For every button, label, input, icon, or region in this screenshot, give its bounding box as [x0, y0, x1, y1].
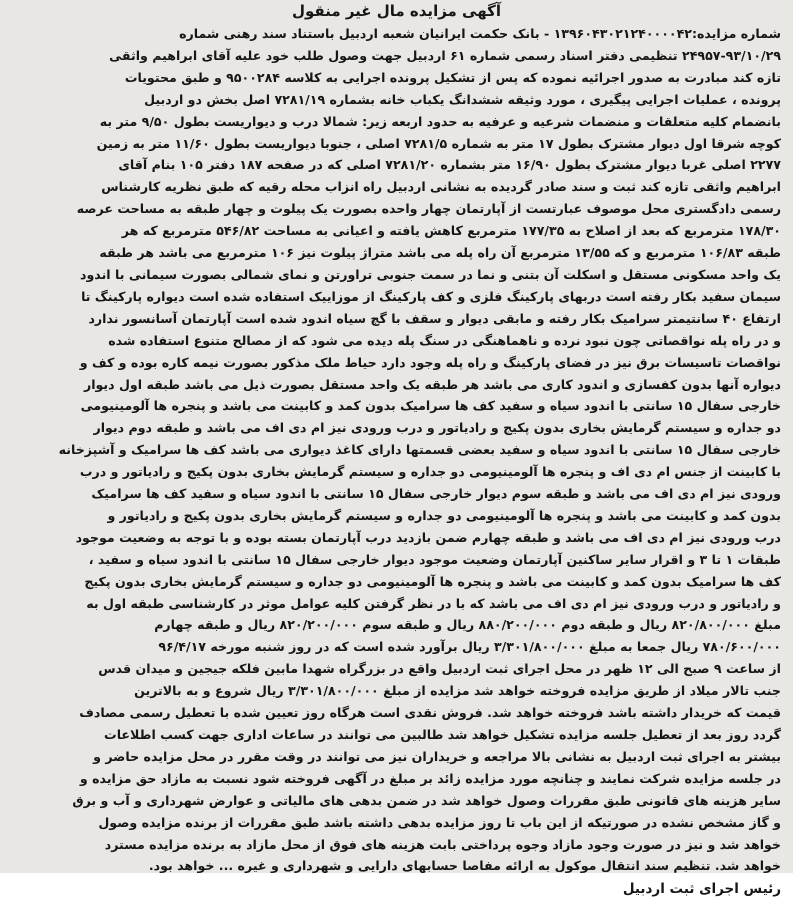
notice-line: دو جداره و سیستم گرمایش بخاری بدون پکیج و رادیاتور و درب ورودی نیز ام دی اف می باشد و طبقه دوم دیوار	[93, 420, 781, 436]
notice-line: نواقصات تاسیسات برق نیز در فضای پارکینگ و راه پله وجود دارد حیاط ملک مذکور بصورت نیمه کاره بوده و کف و	[79, 354, 781, 370]
notice-line: ۲۲۷۷ اصلی غربا دیوار مشترک بطول ۱۶/۹۰ متر بشماره ۷۲۸۱/۲۰ اصلی که در صفحه ۱۸۷ دفتر ۱۰۵ بنام آقای	[118, 157, 781, 173]
notice-line: ۲۴۹۵۷-۹۳/۱۰/۲۹ تنظیمی دفتر اسناد رسمی شماره ۶۱ اردبیل جهت وصول طلب خود علیه آقای ابراهیم واثقی	[109, 47, 781, 63]
notice-line: و رادیاتور و درب ورودی نیز ام دی اف می باشد که با در نظر گرفتن کلیه عوامل موثر در کارشناسی طبقه اول به	[86, 595, 781, 611]
notice-line: خواهد شد و نیز در صورت وجود مازاد وجوه پرداختی بابت هزینه های فوق از محل مازاد به برنده مزایده مسترد	[104, 836, 781, 852]
notice-line: خارجی سفال ۱۵ سانتی با اندود سیاه و سفید کف ها سرامیک بدون کمد و کابینت می باشد و پنجره ها آلومینیومی	[80, 398, 781, 414]
notice-line: رسمی دادگستری محل موصوف عبارتست از آپارتمان چهار واحده بصورت یک پیلوت و چهار طبقه به مساحت عرصه	[76, 201, 781, 217]
notice-line: دیواره آنها بدون کفسازی و اندود کاری می باشد هر طبقه یک واحد مستقل بصورت ذیل می باشد طبقه اول دیوار	[83, 376, 781, 392]
notice-line: ابراهیم واثقی تازه کند ثبت و سند صادر گردیده به نشانی اردبیل راه انزاب محله رقیه که طبق نظریه کارشناس	[101, 179, 781, 195]
notice-line: ۱۷۸/۳۰ مترمربع که بعد از اصلاح به ۱۷۷/۳۵ مترمربع کاهش یافته و اعیانی به مساحت ۵۴۶/۸۲ مترمربع که هر	[121, 223, 781, 239]
notice-line: ارتفاع ۴۰ سانتیمتر سرامیک بکار رفته و مابقی دیوار و سقف با گچ سیاه اندود شده است آپارتمان آسانسور ندارد	[88, 310, 781, 326]
notice-line: گردد روز بعد از تعطیل جلسه مزایده تشکیل خواهد شد طالبین می توانند در ساعات اداری جهت کسب اطلاعات	[104, 727, 781, 742]
notice-line: با کابینت از جنس ام دی اف و پنجره ها آلومینیومی دو جداره و سیستم گرمایش بخاری بدون پکیج و رادیاتور و درب	[79, 464, 781, 480]
notice-line: سیمان سفید بکار رفته است دربهای پارکینگ فلزی و کف پارکینگ از موزاییک استفاده شده است دیواره پارکینگ تا	[81, 288, 781, 304]
notice-line: و گاز مشخص نشده در صورتیکه از این باب تا روز مزایده بدهی داشته باشد طبق مقررات از برنده مزایده وصول	[98, 814, 781, 830]
notice-line: سایر هزینه های قانونی طبق مقررات وصول خواهد شد در ضمن بدهی های مالیاتی و عوارض شهرداری و آب و برق	[72, 792, 781, 808]
notice-line: طبقات ۱ تا ۳ و اقرار سایر ساکنین آپارتمان وضعیت موجود دیوار خارجی سفال ۱۵ سانتی با اندود سیاه و سفید ،	[88, 551, 781, 567]
notice-line: تازه کند مبادرت به صدور اجرائیه نموده که پس از تشکیل پرونده اجرایی به کلاسه ۹۵۰۰۲۸۴ و طبق محتویات	[124, 69, 781, 85]
notice-line: بدون کمد و کابینت می باشد و پنجره ها آلومینیومی دو جداره و سیستم گرمایش بخاری بدون پکیج و رادیاتور و	[107, 507, 781, 523]
notice-line: طبقه ۱۰۶/۸۳ مترمربع و که ۱۳/۵۵ مترمربع آن راه پله می باشد متراژ پیلوت نیز ۱۰۶ مترمربع می باشد هر طبقه	[99, 245, 781, 261]
notice-line: پرونده ، عملیات اجرایی پیگیری ، مورد وثیقه ششدانگ یکباب خانه بشماره ۷۲۸۱/۱۹ اصل بخش دو اردبیل	[144, 91, 781, 107]
notice-line: خارجی سفال ۱۵ سانتی با اندود سیاه و سفید بعضی قسمتها دارای کاغذ دیواری می باشد کف ها سرامیک و آشپزخانه	[58, 442, 781, 458]
notice-body	[12, 23, 781, 877]
notice-line: و در راه پله نواقصاتی چون نبود نرده و ناهماهنگی در سنگ پله دیده می شود که از مصالح متنوع استفاده شده	[108, 332, 781, 348]
notice-line: شماره مزایده:۱۳۹۶۰۴۳۰۲۱۲۴۰۰۰۰۴۲ - بانک حکمت ایرانیان شعبه اردبیل باستناد سند رهنی شماره	[179, 26, 781, 41]
signature: رئیس اجرای ثبت اردبیل	[622, 881, 781, 898]
notice-line: مبلغ ۸۲۰/۸۰۰/۰۰۰ ریال و طبقه دوم ۸۸۰/۲۰۰/۰۰۰ ریال و طبقه سوم ۸۲۰/۲۰۰/۰۰۰ ریال و طبقه چهارم	[154, 617, 781, 633]
notice-line: جنب تالار میلاد از طریق مزایده فروخته خواهد شد مزایده از مبلغ ۳/۳۰۱/۸۰۰/۰۰۰ ریال شروع و به بالاترین	[134, 683, 781, 699]
notice-title: آگهی مزایده مال غیر منقول	[291, 2, 501, 20]
notice-line: کف ها سرامیک بدون کمد و کابینت می باشد و پنجره ها آلومینیومی دو جداره و سیستم گرمایش بخاری بدون پکیج	[84, 573, 781, 589]
notice-line: بیشتر به اجرای ثبت اردبیل به نشانی بالا مراجعه و خریداران نیز می توانند در وقت مقرر در محل مزایده حاضر و	[93, 748, 781, 764]
notice-line: از ساعت ۹ صبح الی ۱۲ ظهر در محل اجرای ثبت اردبیل واقع در بزرگراه شهدا مابین فلکه جیجین و میدان قدس	[98, 661, 781, 677]
notice-line: بانضمام کلیه متعلقات و منضمات شرعیه و عرفیه به حدود اربعه زیر: شمالا درب و دیواریست بطول ۹/۵۰ متر به	[99, 113, 781, 129]
notice-line: در جلسه مزایده شرکت نمایند و چنانچه مورد مزایده زائد بر مبلغ در آگهی فروخته شود نسبت به مازاد حق مزایده و	[79, 770, 781, 786]
notice-line: درب ورودی نیز ام دی اف می باشد و طبقه چهارم ضمن بازدید درب آپارتمان بسته بوده و با توجه به وضعیت موجود	[75, 529, 781, 545]
notice-line: قیمت که خریدار داشته باشد فروخته خواهد شد. فروش نقدی است هرگاه روز تعیین شده با تعطیل رسمی مصادف	[79, 705, 781, 721]
notice-line: کوچه شرقا اول دیوار مشترک بطول ۱۷ متر به شماره ۷۲۸۱/۵ اصلی ، جنوبا دیواریست بطول ۱۱/۶۰ متر به زمین	[96, 135, 781, 151]
notice-line: خواهد شد. تنظیم سند انتقال موکول به ارائه مفاصا حسابهای دارایی و شهرداری و غیره ... خواهد بود.	[148, 858, 781, 874]
notice-line: ۷۸۰/۶۰۰/۰۰۰ ریال جمعا به مبلغ ۳/۳۰۱/۸۰۰/۰۰۰ ریال برآورد شده است که در روز شنبه مورخه ۹۶/۴/۱۷	[158, 639, 781, 655]
notice-line: یک واحد مسکونی مستقل و اسکلت آن بتنی و نما در سمت جنوبی تراورتن و نمای شمالی بصورت سیمانی با اندود	[80, 266, 781, 282]
notice-line: ورودی نیز ام دی اف می باشد و طبقه سوم دیوار خارجی سفال ۱۵ سانتی با اندود سیاه و سفید کف ها سرامیک	[91, 486, 781, 502]
